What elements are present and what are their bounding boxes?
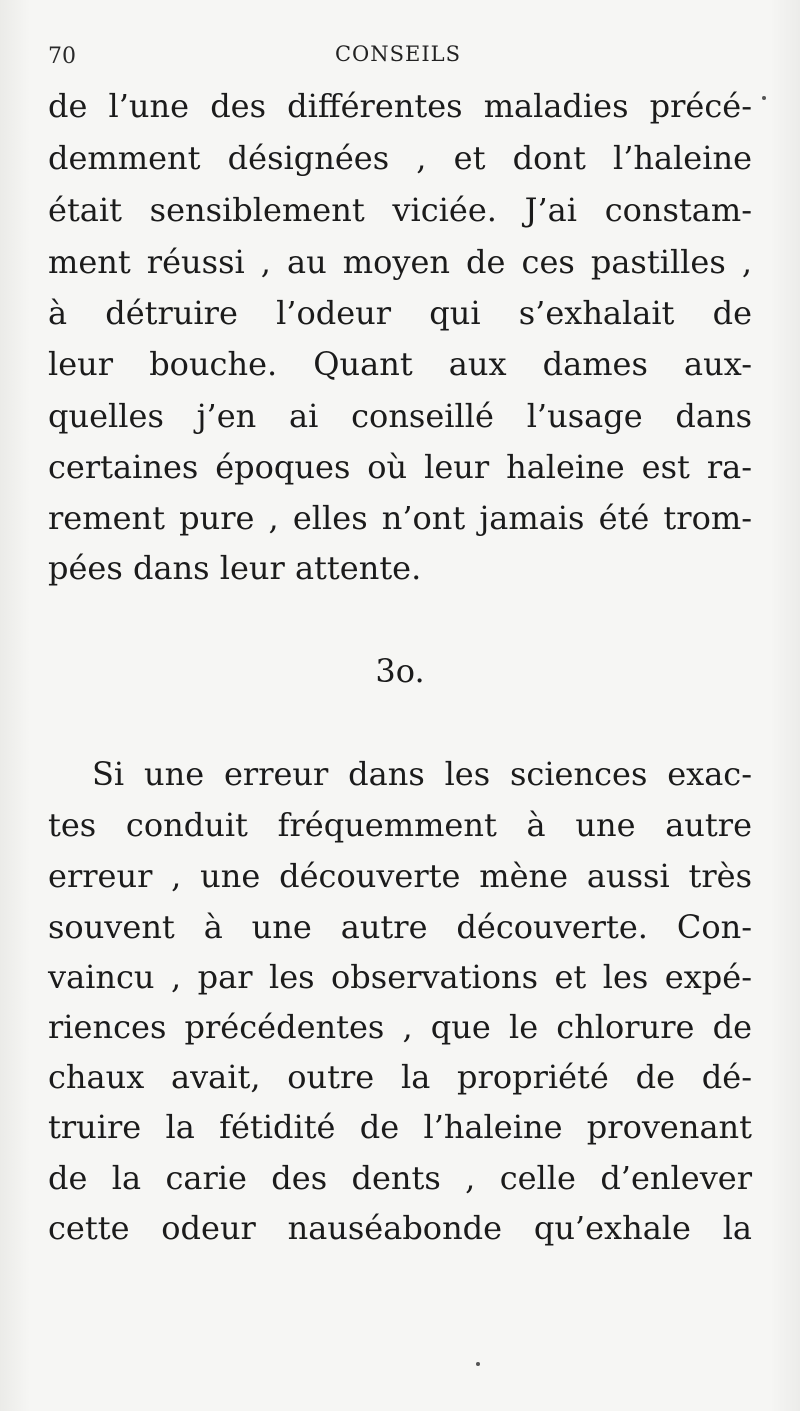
text-line: Si une erreur dans les sciences exac- — [92, 755, 752, 793]
text-line: était sensiblement viciée. J’ai constam- — [48, 191, 752, 229]
print-speck — [762, 96, 766, 100]
text-line: vaincu , par les observations et les expé- — [48, 958, 752, 996]
text-line: rement pure , elles n’ont jamais été trom- — [48, 499, 752, 537]
text-line: certaines époques où leur haleine est ra- — [48, 448, 752, 486]
text-line: quelles j’en ai conseillé l’usage dans — [48, 397, 752, 435]
page-number: 70 — [48, 44, 76, 69]
text-line: truire la fétidité de l’haleine provenant — [48, 1108, 752, 1146]
text-line: riences précédentes , que le chlorure de — [48, 1008, 752, 1046]
text-line: à détruire l’odeur qui s’exhalait de — [48, 294, 752, 332]
text-line: cette odeur nauséabonde qu’exhale la — [48, 1209, 752, 1247]
text-line: chaux avait, outre la propriété de dé- — [48, 1058, 752, 1096]
print-speck — [476, 1362, 480, 1366]
text-line: de la carie des dents , celle d’enlever — [48, 1159, 752, 1197]
section-number: 3o. — [375, 652, 425, 690]
text-line: pées dans leur attente. — [48, 549, 422, 587]
text-line: erreur , une découverte mène aussi très — [48, 857, 752, 895]
text-line: tes conduit fréquemment à une autre — [48, 806, 752, 844]
text-line: souvent à une autre découverte. Con- — [48, 908, 752, 946]
text-line: demment désignées , et dont l’haleine — [48, 139, 752, 177]
running-head — [48, 40, 748, 72]
text-line: de l’une des différentes maladies précé- — [48, 87, 752, 125]
text-line: ment réussi , au moyen de ces pastilles , — [48, 243, 752, 281]
running-title: CONSEILS — [334, 42, 461, 66]
text-line: leur bouche. Quant aux dames aux- — [48, 345, 752, 383]
